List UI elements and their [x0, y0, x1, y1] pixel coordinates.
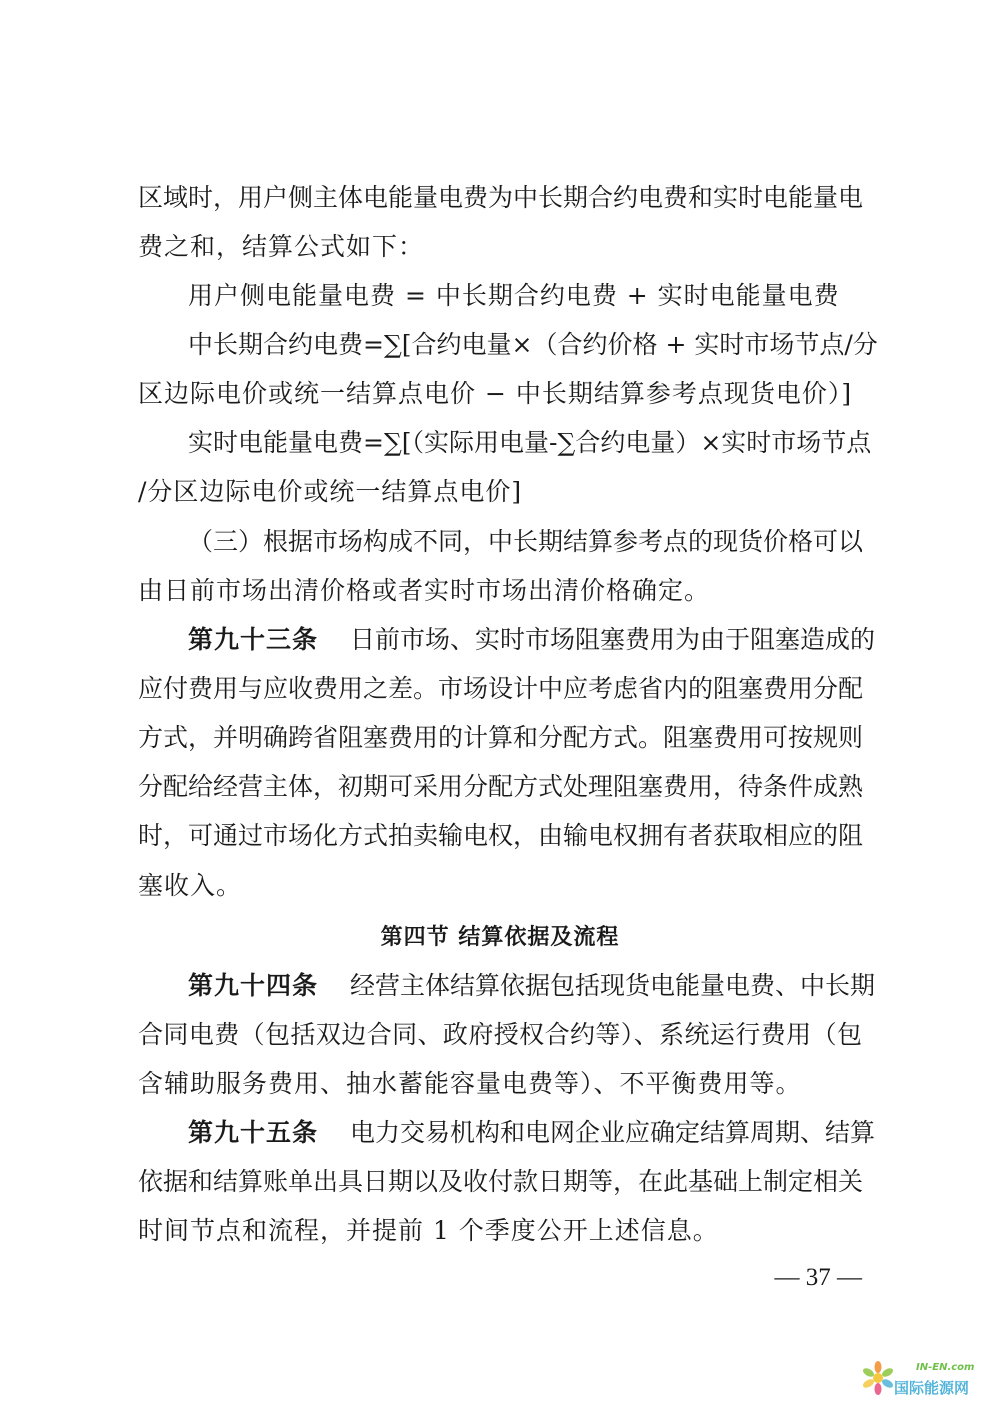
- formula-line: 实时电能量电费=∑[（实际用电量-∑合约电量）×实时市场节点: [188, 428, 872, 457]
- sun-flower-logo-icon: [858, 1356, 898, 1402]
- formula-line: 中长期合约电费=∑[合约电量×（合约价格 + 实时市场节点/分: [188, 330, 878, 359]
- paragraph-line: 区域时，用户侧主体电能量电费为中长期合约电费和实时电能量电: [138, 183, 864, 212]
- paragraph-line: （三）根据市场构成不同，中长期结算参考点的现货价格可以: [188, 527, 864, 556]
- paragraph-line: 日前市场、实时市场阻塞费用为由于阻塞造成的: [350, 625, 876, 654]
- article-title: 第九十五条: [188, 1118, 319, 1147]
- formula-line: /分区边际电价或统一结算点电价]: [138, 477, 523, 506]
- article-title: 第九十三条: [188, 625, 319, 654]
- paragraph-line: 分配给经营主体，初期可采用分配方式处理阻塞费用，待条件成熟: [138, 772, 864, 801]
- paragraph-line: 由日前市场出清价格或者实时市场出清价格确定。: [138, 576, 711, 605]
- article-title: 第九十四条: [188, 971, 319, 1000]
- paragraph-line: 经营主体结算依据包括现货电能量电费、中长期: [350, 971, 876, 1000]
- paragraph-line: 电力交易机构和电网企业应确定结算周期、结算: [350, 1118, 876, 1147]
- paragraph-line: 时间节点和流程，并提前 1 个季度公开上述信息。: [138, 1216, 719, 1245]
- formula-line: 用户侧电能量电费 = 中长期合约电费 + 实时电能量电费: [188, 281, 840, 310]
- watermark-url: IN-EN.com: [916, 1362, 975, 1373]
- formula-line: 区边际电价或统一结算点电价 − 中长期结算参考点现货电价）]: [138, 379, 853, 408]
- section-heading: 第四节 结算依据及流程: [380, 924, 620, 950]
- page-number: — 37 —: [774, 1264, 862, 1291]
- paragraph-line: 方式，并明确跨省阻塞费用的计算和分配方式。阻塞费用可按规则: [138, 723, 864, 752]
- paragraph-line: 应付费用与应收费用之差。市场设计中应考虑省内的阻塞费用分配: [138, 674, 864, 703]
- paragraph-line: 依据和结算账单出具日期以及收付款日期等，在此基础上制定相关: [138, 1167, 864, 1196]
- paragraph-line: 塞收入。: [138, 871, 243, 900]
- watermark: [858, 1356, 998, 1406]
- paragraph-line: 费之和，结算公式如下：: [138, 232, 425, 261]
- paragraph-line: 含辅助服务费用、抽水蓄能容量电费等）、不平衡费用等。: [138, 1069, 802, 1098]
- watermark-text: 国际能源网: [894, 1379, 970, 1397]
- paragraph-line: 合同电费（包括双边合同、政府授权合约等）、系统运行费用（包: [138, 1020, 862, 1049]
- paragraph-line: 时，可通过市场化方式拍卖输电权，由输电权拥有者获取相应的阻: [138, 821, 864, 850]
